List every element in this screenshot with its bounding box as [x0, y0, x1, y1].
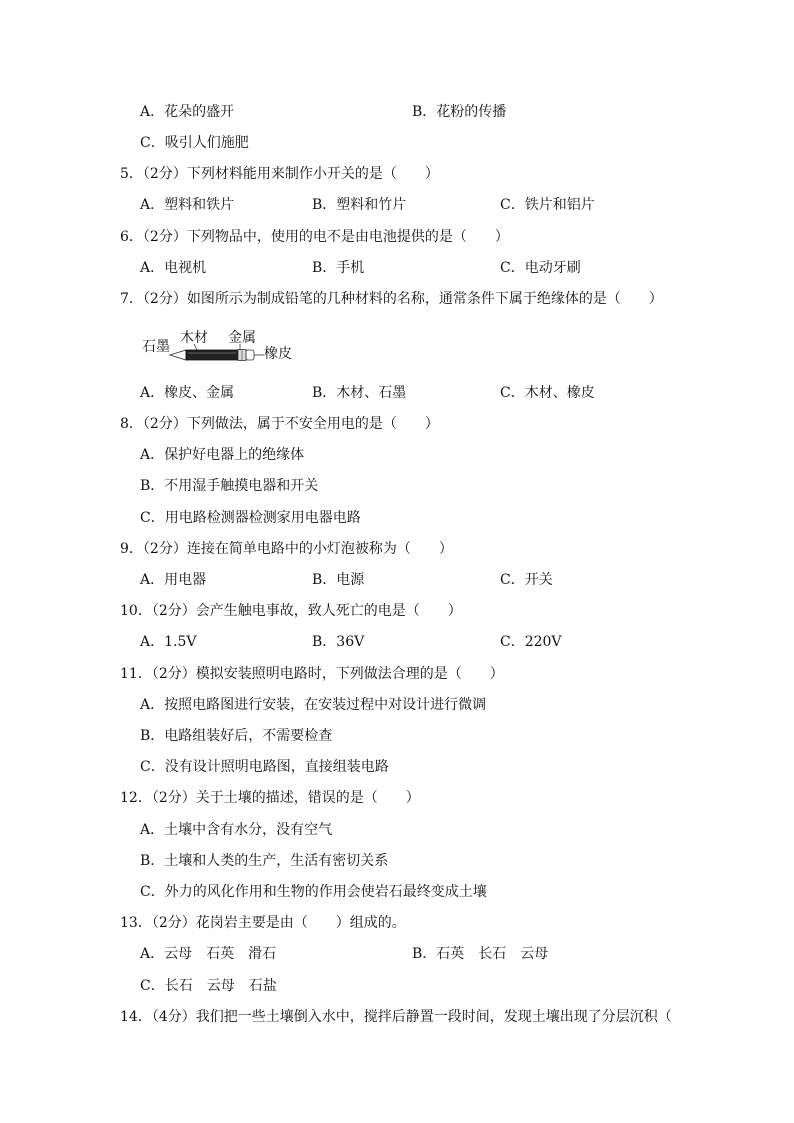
q5-option-b: B．塑料和竹片 [312, 197, 407, 213]
q13-option-c: C．长石 云母 石盐 [140, 978, 277, 994]
q6-option-a: A．电视机 [140, 260, 207, 276]
q14-stem: 14．（4分）我们把一些土壤倒入水中，搅拌后静置一段时间，发现土壤出现了分层沉积（ [120, 1009, 672, 1025]
q8-option-b: B．不用湿手触摸电器和开关 [140, 478, 319, 494]
q5-option-a: A．塑料和铁片 [140, 197, 235, 213]
q7-option-b: B．木材、石墨 [312, 385, 407, 401]
q11-stem: 11．（2分）模拟安装照明电路时，下列做法合理的是（ ） [120, 666, 504, 682]
q4-option-c: C．吸引人们施肥 [140, 135, 249, 151]
q13-option-a: A．云母 石英 滑石 [140, 946, 277, 962]
q9-option-c: C．开关 [500, 572, 553, 588]
pencil-label-metal: 金属 [228, 330, 256, 346]
q8-option-c: C．用电路检测器检测家用电器电路 [140, 510, 361, 526]
q13-option-b: B．石英 长石 云母 [412, 946, 549, 962]
q10-stem: 10．（2分）会产生触电事故，致人死亡的电是（ ） [120, 603, 462, 619]
q8-stem: 8．（2分）下列做法，属于不安全用电的是（ ） [120, 416, 439, 432]
q13-stem: 13．（2分）花岗岩主要是由（ ）组成的。 [120, 915, 406, 931]
q11-option-a: A．按照电路图进行安装，在安装过程中对设计进行微调 [140, 697, 487, 713]
q5-stem: 5．（2分）下列材料能用来制作小开关的是（ ） [120, 166, 439, 182]
q12-option-c: C．外力的风化作用和生物的作用会使岩石最终变成土壤 [140, 884, 487, 900]
q4-option-a: A．花朵的盛开 [140, 104, 235, 120]
q10-option-b: B．36V [312, 634, 365, 650]
q8-option-a: A．保护好电器上的绝缘体 [140, 447, 305, 463]
q5-option-c: C．铁片和铝片 [500, 197, 595, 213]
q6-option-c: C．电动牙刷 [500, 260, 581, 276]
q12-stem: 12．（2分）关于土壤的描述，错误的是（ ） [120, 790, 420, 806]
q12-option-b: B．土壤和人类的生产，生活有密切关系 [140, 853, 389, 869]
pencil-label-wood: 木材 [180, 330, 208, 346]
q7-option-a: A．橡皮、金属 [140, 385, 235, 401]
q12-option-a: A．土壤中含有水分，没有空气 [140, 822, 333, 838]
pencil-drawing [140, 326, 310, 366]
q9-option-b: B．电源 [312, 572, 365, 588]
q11-option-c: C．没有设计照明电路图，直接组装电路 [140, 759, 389, 775]
pencil-label-graphite: 石墨 [142, 339, 170, 355]
q9-stem: 9．（2分）连接在简单电路中的小灯泡被称为（ ） [120, 541, 453, 557]
q10-option-c: C．220V [500, 634, 562, 650]
q6-stem: 6．（2分）下列物品中，使用的电不是由电池提供的是（ ） [120, 229, 509, 245]
q9-option-a: A．用电器 [140, 572, 207, 588]
pencil-label-eraser: 橡皮 [264, 346, 292, 362]
q4-option-b: B．花粉的传播 [412, 104, 507, 120]
q6-option-b: B．手机 [312, 260, 365, 276]
q10-option-a: A．1.5V [140, 634, 197, 650]
q11-option-b: B．电路组装好后，不需要检查 [140, 728, 333, 744]
q7-stem: 7．（2分）如图所示为制成铅笔的几种材料的名称，通常条件下属于绝缘体的是（ ） [120, 291, 663, 307]
q7-option-c: C．木材、橡皮 [500, 385, 595, 401]
